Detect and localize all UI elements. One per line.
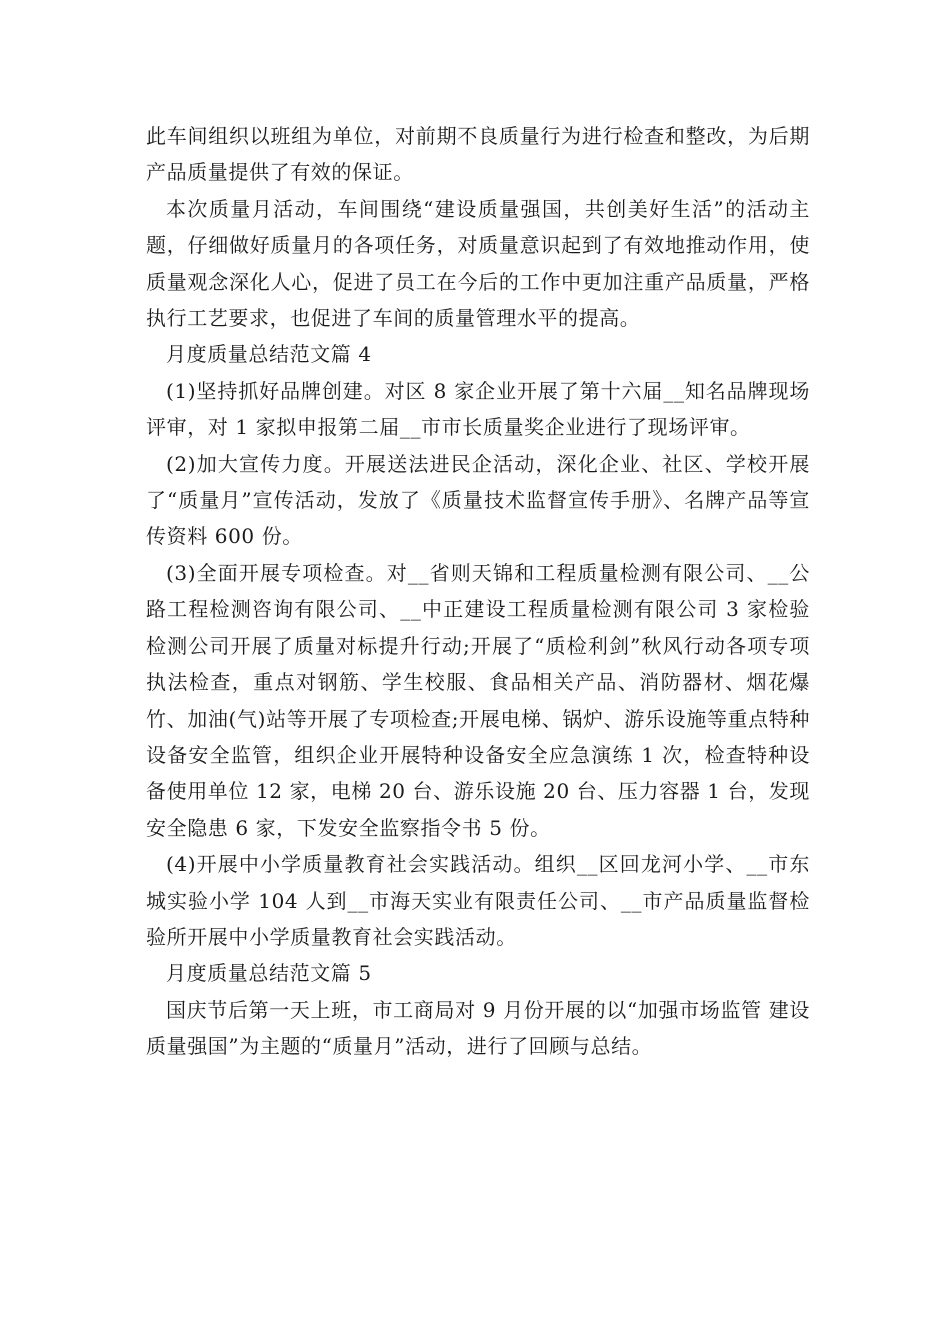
list-item-1: (1)坚持抓好品牌创建。对区 8 家企业开展了第十六届__知名品牌现场评审，对 1 家拟申报第二届__市市长质量奖企业进行了现场评审。 bbox=[146, 378, 810, 440]
section-heading-4: 月度质量总结范文篇 4 bbox=[166, 342, 372, 367]
section-heading-5: 月度质量总结范文篇 5 bbox=[166, 961, 372, 986]
paragraph-activity-summary: 本次质量月活动，车间围绕“建设质量强国，共创美好生活”的活动主题，仔细做好质量月的各项任务，对质量意识起到了有效地推动作用，使质量观念深化人心，促进了员工在今后的工作中更加注重产品质量，严格执行工艺要求，也促进了车间的质量管理水平的提高。 bbox=[146, 196, 810, 331]
paragraph-continuation: 此车间组织以班组为单位，对前期不良质量行为进行检查和整改，为后期产品质量提供了有效的保证。 bbox=[146, 124, 810, 185]
document-body bbox=[146, 118, 810, 1065]
list-item-2: (2)加大宣传力度。开展送法进民企活动，深化企业、社区、学校开展了“质量月”宣传活动，发放了《质量技术监督宣传手册》、名牌产品等宣传资料 600 份。 bbox=[146, 451, 810, 549]
list-item-3: (3)全面开展专项检查。对__省则天锦和工程质量检测有限公司、__公路工程检测咨询有限公司、__中正建设工程质量检测有限公司 3 家检验检测公司开展了质量对标提升行动;开展了“质检利剑”秋风行动各项专项执法检查，重点对钢筋、学生校服、食品相关产品、消防器材、烟花爆竹、加油(气)站等开展了专项检查;开展电梯、锅炉、游乐设施等重点特种设备安全监管，组织企业开展特种设备安全应急演练 1 次，检查特种设备使用单位 12 家，电梯 20 台、游乐设施 20 台、压力容器 1 台，发现安全隐患 6 家，下发安全监察指令书 5 份。 bbox=[146, 560, 810, 840]
paragraph-national-day: 国庆节后第一天上班，市工商局对 9 月份开展的以“加强市场监管 建设质量强国”为主题的“质量月”活动，进行了回顾与总结。 bbox=[146, 997, 810, 1059]
list-item-4: (4)开展中小学质量教育社会实践活动。组织__区回龙河小学、__市东城实验小学 104 人到__市海天实业有限责任公司、__市产品质量监督检验所开展中小学质量教育社会实践活动。 bbox=[146, 852, 810, 949]
